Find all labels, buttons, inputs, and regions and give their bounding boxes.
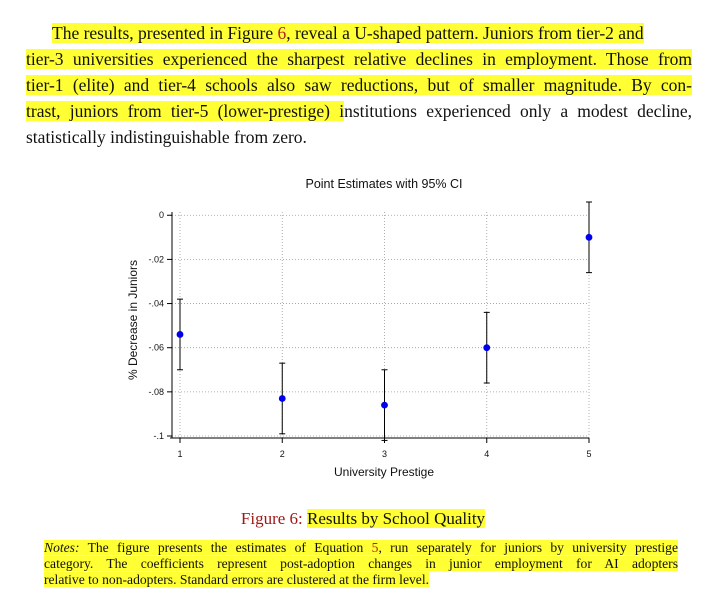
y-axis-ticks <box>148 210 172 441</box>
x-tick-label: 5 <box>586 449 592 459</box>
x-tick-label: 3 <box>381 449 388 459</box>
y-tick-label: 0 <box>158 210 164 221</box>
x-axis-label: University Prestige <box>333 465 435 479</box>
figure-caption-text: Results by School Quality <box>307 509 486 528</box>
body-paragraph <box>26 20 692 150</box>
y-tick-label: -.08 <box>148 386 164 397</box>
x-tick-label: 4 <box>484 449 490 459</box>
chart-grid <box>172 212 589 438</box>
notes-line-1: Notes: The figure presents the estimates of Equation 5, run separately for juniors by university prestige <box>44 540 678 555</box>
paragraph-line-4: trast, juniors from tier-5 (lower-prestige) institutions experienced only a modest decline, <box>26 101 692 121</box>
y-tick-label: -.1 <box>153 431 164 441</box>
paragraph-line-1: The results, presented in Figure 6, reveal a U-shaped pattern. Juniors from tier-2 and <box>52 23 644 43</box>
paragraph-line-2: tier-3 universities experienced the sharpest relative declines in employment. Those from <box>26 49 692 69</box>
y-tick-label: -.04 <box>148 298 164 309</box>
point-estimate <box>483 344 490 351</box>
point-estimate <box>586 234 593 241</box>
paragraph-line-3: tier-1 (elite) and tier-4 schools also saw reductions, but of smaller magnitude. By con- <box>26 75 692 95</box>
x-axis-ticks <box>177 438 591 459</box>
x-tick-label: 1 <box>177 449 183 459</box>
notes-label: Notes: <box>44 540 80 555</box>
figure-notes <box>44 540 678 588</box>
paragraph-line-5: statistically indistinguishable from zero. <box>26 127 307 147</box>
x-tick-label: 2 <box>279 449 285 459</box>
point-estimate <box>177 331 184 338</box>
y-axis-label: % Decrease in Juniors <box>126 259 140 381</box>
figure-label: Figure 6: <box>240 509 303 528</box>
figure-caption <box>0 509 726 529</box>
notes-line-2: category. The coefficients represent post-adoption changes in junior employment for AI adopters <box>44 556 678 571</box>
chart-title: Point Estimates with 95% CI <box>305 177 463 191</box>
y-tick-label: -.02 <box>148 254 164 265</box>
point-estimate <box>381 402 388 409</box>
point-estimate <box>279 395 286 402</box>
figure-reference-link[interactable]: 6 <box>277 23 287 43</box>
notes-line-3: relative to non-adopters. Standard errors are clustered at the firm level. <box>44 572 429 587</box>
y-tick-label: -.06 <box>148 342 164 353</box>
point-estimates-chart <box>0 170 726 500</box>
equation-reference-link[interactable]: 5 <box>371 540 379 555</box>
